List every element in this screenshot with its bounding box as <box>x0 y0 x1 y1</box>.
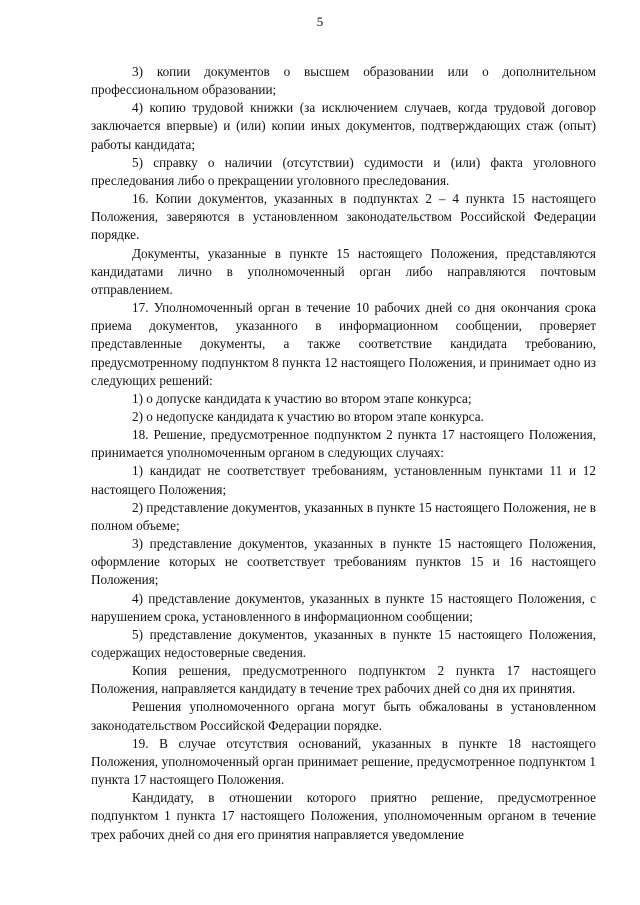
paragraph-item-5-criminal-record: 5) справку о наличии (отсутствии) судимости и (или) факта уголовного преследования либо о прекращении уголовного преследования. <box>91 154 596 188</box>
paragraph-notification: Кандидату, в отношении которого приятно решение, предусмотренное подпунктом 1 пункта 17 настоящего Положения, уполномоченным органом в течение трех рабочих дней со дня его принятия направляется уведомление <box>91 790 596 842</box>
paragraph-appeal: Решения уполномоченного органа могут быть обжалованы в установленном законодательством Российской Федерации порядке. <box>91 699 596 733</box>
paragraph-documents-submission: Документы, указанные в пункте 15 настоящего Положения, представляются кандидатами лично в уполномоченный орган либо направляются почтовым отправлением. <box>91 245 596 297</box>
paragraph-item-3-higher-education: 3) копии документов о высшем образовании или о дополнительном профессиональном образовании; <box>91 64 596 98</box>
paragraph-19-admission-decision: 19. В случае отсутствия оснований, указанных в пункте 18 настоящего Положения, уполномоченный орган принимает решение, предусмотренное подпунктом 1 пункта 17 настоящего Положения. <box>91 735 596 788</box>
paragraph-17-review: 17. Уполномоченный орган в течение 10 рабочих дней со дня окончания срока приема документов, указанного в информационном сообщении, проверяет представленные документы, а также соответствие кандидата требованию, предусмотренному подпунктом 8 пункта 12 настоящего Положения, и принимает одно из следующих решений: <box>91 300 596 388</box>
paragraph-ground-1: 1) кандидат не соответствует требованиям, установленным пунктами 11 и 12 настоящего Положения; <box>91 463 596 497</box>
paragraph-decision-copy: Копия решения, предусмотренного подпунктом 2 пункта 17 настоящего Положения, направляется кандидату в течение трех рабочих дней со дня их принятия. <box>91 663 596 697</box>
document-body <box>91 63 596 844</box>
paragraph-ground-2: 2) представление документов, указанных в пункте 15 настоящего Положения, не в полном объеме; <box>91 499 596 533</box>
paragraph-ground-4: 4) представление документов, указанных в пункте 15 настоящего Положения, с нарушением срока, установленного в информационном сообщении; <box>91 590 596 624</box>
paragraph-ground-3: 3) представление документов, указанных в пункте 15 настоящего Положения, оформление которых не соответствует требованиям пунктов 15 и 16 настоящего Положения; <box>91 536 596 588</box>
page-number: 5 <box>316 14 324 29</box>
paragraph-16-document-copies: 16. Копии документов, указанных в подпунктах 2 – 4 пункта 15 настоящего Положения, заверяются в установленном законодательством Российской Федерации порядке. <box>91 191 596 243</box>
paragraph-decision-non-admission: 2) о недопуске кандидата к участию во втором этапе конкурса. <box>132 408 484 424</box>
paragraph-decision-admission: 1) о допуске кандидата к участию во втором этапе конкурса; <box>132 390 472 406</box>
paragraph-18-grounds: 18. Решение, предусмотренное подпунктом 2 пункта 17 настоящего Положения, принимается уполномоченным органом в следующих случаях: <box>91 427 596 461</box>
paragraph-ground-5: 5) представление документов, указанных в пункте 15 настоящего Положения, содержащих недостоверные сведения. <box>91 626 596 660</box>
paragraph-item-4-employment-record: 4) копию трудовой книжки (за исключением случаев, когда трудовой договор заключается впервые) и (или) копии иных документов, подтверждающих стаж (опыт) работы кандидата; <box>91 100 596 152</box>
